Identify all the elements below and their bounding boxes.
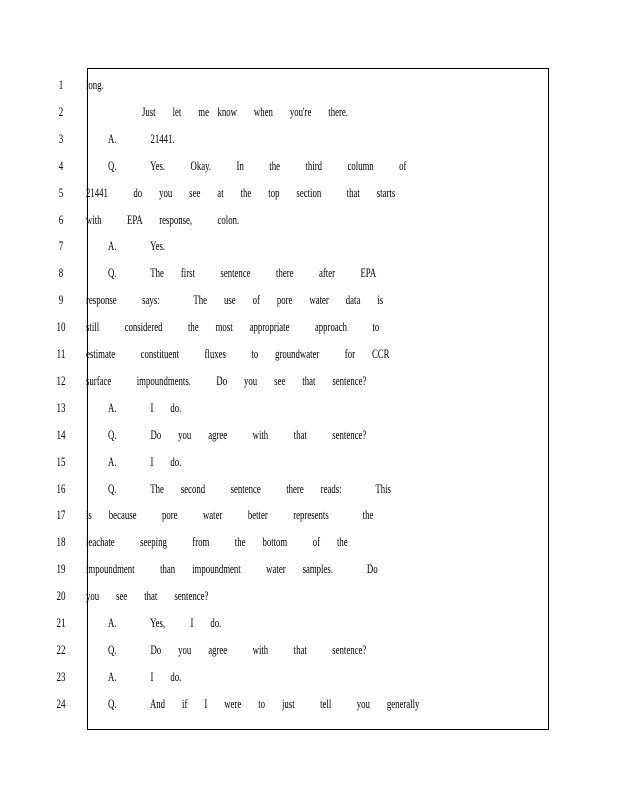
- transcript-line: [0, 183, 618, 203]
- line-text: impoundment than impoundment water samples. Do: [86, 562, 378, 577]
- transcript-line: [0, 398, 618, 418]
- transcript-line: [0, 344, 618, 364]
- line-text: Q. The second sentence there reads: This: [108, 481, 391, 496]
- line-number: 9: [58, 293, 64, 308]
- line-text: you see that sentence?: [86, 589, 209, 604]
- line-text: A. I do.: [108, 454, 182, 469]
- transcript-line: [0, 505, 618, 525]
- line-text: A. 21441.: [108, 131, 175, 146]
- transcript-line: [0, 290, 618, 310]
- line-text: 21441 do you see at the top section that starts: [86, 185, 396, 200]
- line-number: 18: [56, 535, 66, 550]
- transcript-line: [0, 236, 618, 256]
- line-text: A. Yes, I do.: [108, 616, 222, 630]
- line-text: still considered the most appropriate approach to: [86, 320, 380, 335]
- line-number: 2: [58, 104, 64, 119]
- line-text: long.: [86, 78, 104, 92]
- line-number: 4: [58, 158, 64, 173]
- line-number: 16: [56, 481, 66, 496]
- line-text: A. Yes.: [108, 239, 166, 254]
- transcript-line: [0, 559, 618, 579]
- line-text: Just let me know when you're there.: [142, 104, 348, 119]
- line-number: 21: [56, 616, 66, 630]
- line-number: 17: [56, 508, 66, 523]
- transcript-line: [0, 102, 618, 122]
- line-number: 8: [58, 266, 64, 281]
- transcript-line: [0, 640, 618, 660]
- line-number: 3: [58, 131, 64, 146]
- line-number: 10: [56, 320, 66, 335]
- line-text: Q. Do you agree with that sentence?: [108, 427, 367, 442]
- line-number: 20: [56, 589, 66, 604]
- transcript-line: [0, 479, 618, 499]
- line-text: Q. Do you agree with that sentence?: [108, 642, 367, 657]
- transcript-line: [0, 694, 618, 714]
- line-number: 13: [56, 400, 66, 415]
- transcript-line: [0, 156, 618, 176]
- transcript-line: [0, 129, 618, 149]
- line-text: A. I do.: [108, 669, 182, 684]
- transcript-line: [0, 210, 618, 230]
- transcript-line: [0, 532, 618, 552]
- line-number: 22: [56, 642, 66, 657]
- line-text: Q. Yes. Okay. In the third column of: [108, 158, 407, 173]
- line-text: response says: The use of pore water data is: [86, 293, 384, 308]
- transcript-line: [0, 452, 618, 472]
- transcript-line: [0, 75, 618, 95]
- line-number: 19: [56, 562, 66, 577]
- line-number: 12: [56, 373, 66, 388]
- line-number: 14: [56, 427, 66, 442]
- line-text: leachate seeping from the bottom of the: [86, 535, 348, 550]
- transcript-line: [0, 667, 618, 687]
- line-number: 7: [58, 239, 64, 254]
- line-number: 6: [58, 212, 64, 227]
- line-number: 5: [58, 185, 64, 200]
- line-number: 15: [56, 454, 66, 469]
- line-text: Q. The first sentence there after EPA: [108, 266, 377, 281]
- transcript-line: [0, 263, 618, 283]
- line-text: is because pore water better represents the: [86, 508, 374, 523]
- line-text: estimate constituent fluxes to groundwater for CCR: [86, 347, 390, 361]
- transcript-line: [0, 317, 618, 337]
- line-text: A. I do.: [108, 400, 182, 415]
- line-number: 1: [58, 78, 64, 92]
- line-text: with EPA response, colon.: [86, 212, 240, 227]
- line-text: surface impoundments. Do you see that sentence?: [86, 373, 367, 388]
- line-number: 11: [56, 347, 66, 361]
- line-number: 23: [56, 669, 66, 684]
- transcript-line: [0, 371, 618, 391]
- transcript-line: [0, 425, 618, 445]
- transcript-line: [0, 586, 618, 606]
- line-text: Q. And if I were to just tell you generally: [108, 696, 420, 711]
- line-number: 24: [56, 696, 66, 711]
- transcript-line: [0, 613, 618, 633]
